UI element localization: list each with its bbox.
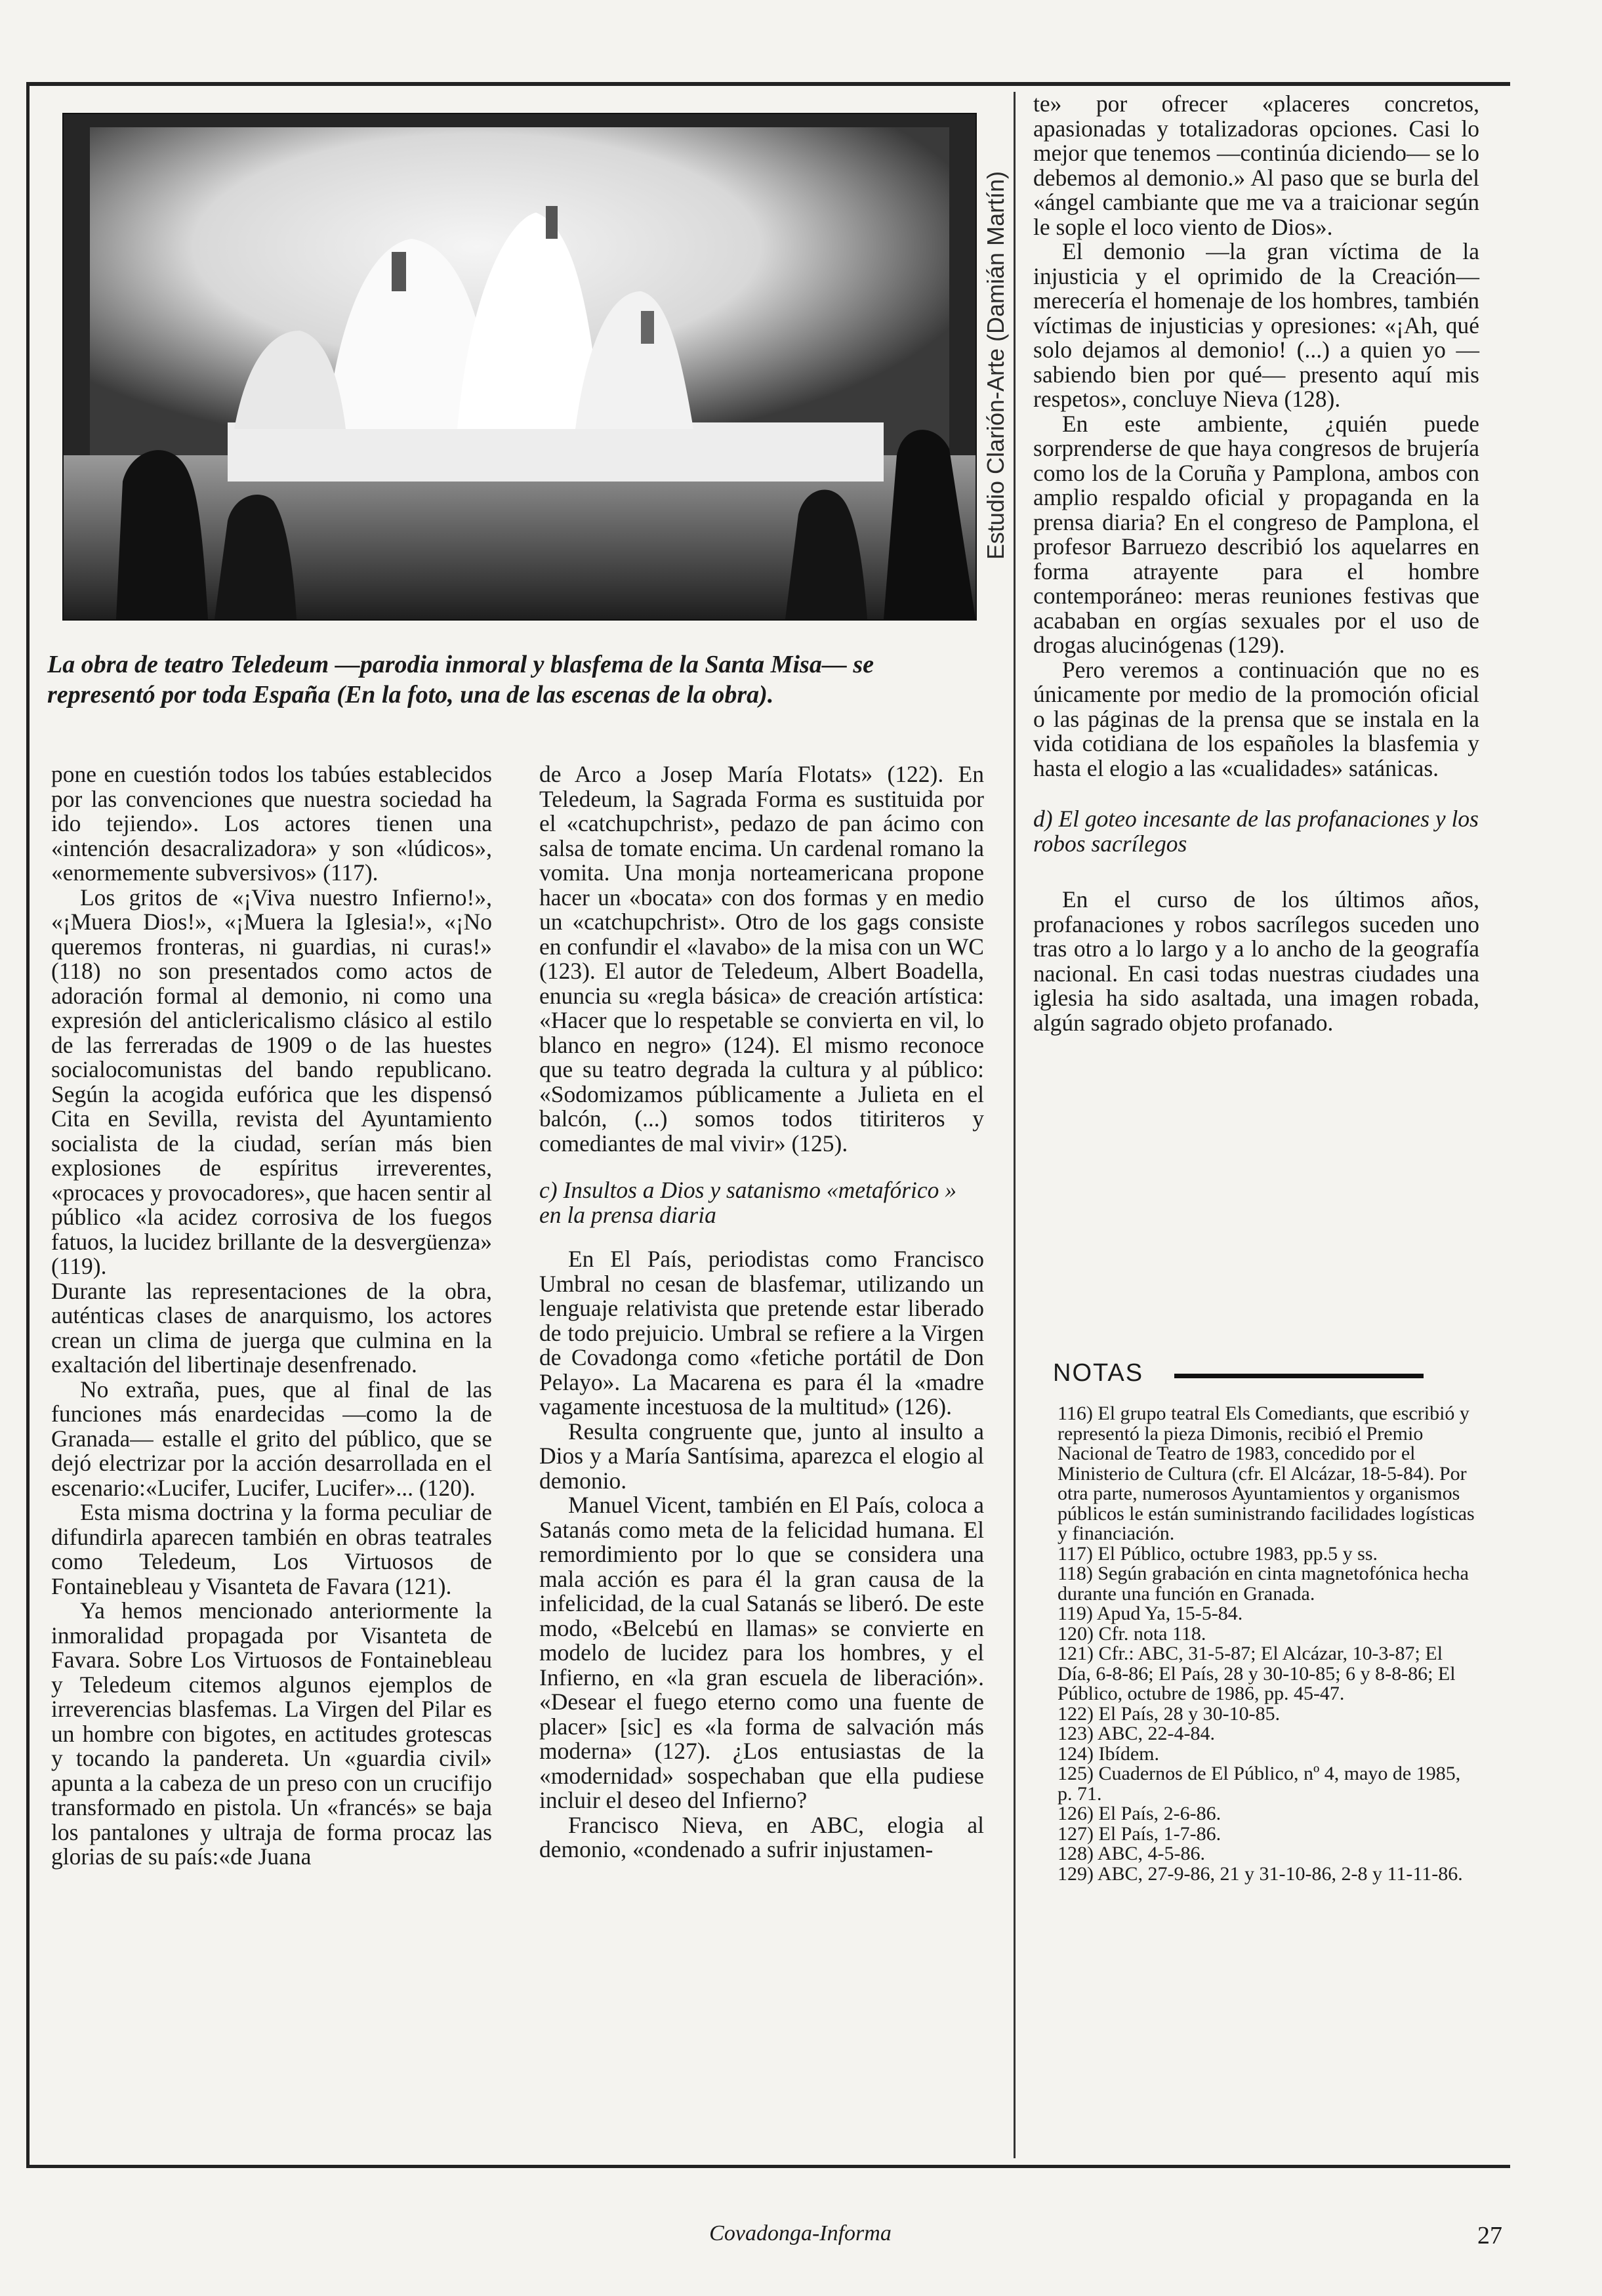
photo-credit-text: Estudio Clarión-Arte (Damián Martín) bbox=[982, 171, 1009, 560]
note-item: 125) Cuadernos de El Público, nº 4, mayo de 1985, p. 71. bbox=[1058, 1763, 1461, 1805]
column-1 bbox=[51, 762, 492, 1870]
note-item: 116) El grupo teatral Els Comediants, que escribió y representó la pieza Dimonis, recibió el Premio Nacional de Teatro de 1983, concedido por el Ministerio de Cultura (cfr. El Alcázar, 18-5-84). Por otra parte, numerosos Ayuntamientos y organismos públicos le están suministrando facilidades logísticas y financiación. bbox=[1058, 1403, 1475, 1544]
paragraph: En este ambiente, ¿quién puede sorprenderse de que haya congresos de brujería como los de la Coruña y Pamplona, ambos con amplio respaldo oficial y propaganda en la prensa diaria? En el congreso de Pamplona, el profesor Barruezo describió los aquelarres en forma atrayente para el hombre contemporáneo: meras reuniones festivas que acababan en orgías sexuales por el uso de drogas alucinógenas (129). bbox=[1033, 410, 1479, 658]
note-item: 127) El País, 1-7-86. bbox=[1058, 1822, 1222, 1845]
column-divider bbox=[1014, 92, 1016, 2158]
note-item: 117) El Público, octubre 1983, pp.5 y ss. bbox=[1058, 1542, 1378, 1565]
left-rule bbox=[26, 82, 30, 2168]
note-item: 124) Ibídem. bbox=[1058, 1742, 1159, 1765]
section-heading-d: d) El goteo incesante de las profanaciones y los robos sacrílegos bbox=[1033, 806, 1479, 857]
photo-caption: La obra de teatro Teledeum —parodia inmoral y blasfema de la Santa Misa— se representó por toda España (En la foto, una de las escenas de la obra). bbox=[47, 651, 874, 708]
notes-title-bar bbox=[1174, 1374, 1424, 1378]
paragraph: Resulta congruente que, junto al insulto a Dios y a María Santísima, aparezca el elogio al demonio. bbox=[539, 1418, 984, 1494]
note-item: 118) Según grabación en cinta magnetofónica hecha durante una función en Granada. bbox=[1058, 1563, 1469, 1605]
note-item: 119) Apud Ya, 15-5-84. bbox=[1058, 1603, 1243, 1624]
note-item: 121) Cfr.: ABC, 31-5-87; El Alcázar, 10-3-87; El Día, 6-8-86; El País, 28 y 30-10-85; 6 y 8-8-86; El Público, octubre de 1986, pp. 45-47. bbox=[1058, 1643, 1456, 1704]
paragraph: Durante las representaciones de la obra, auténticas clases de anarquismo, los actores crean un clima de juerga que culmina en la exaltación del libertinaje desenfrenado. bbox=[51, 1277, 492, 1378]
paragraph: En el curso de los últimos años, profanaciones y robos sacrílegos suceden uno tras otro a lo largo y a lo ancho de la geografía nacional. En casi todas nuestras ciudades una iglesia ha sido asaltada, una imagen robada, algún sagrado objeto profanado. bbox=[1033, 886, 1479, 1036]
stage-photo bbox=[62, 113, 977, 621]
paragraph: Los gritos de «¡Viva nuestro Infierno!», «¡Muera Dios!», «¡Muera la Iglesia!», «¡No queremos fronteras, ni guardias, ni curas!» (118) no son presentados como actos de adoración formal al demonio, ni como una expresión del anticlericalismo clásico al estilo de las ferreradas de 1909 o de las huestes socialocomunistas del bando republicano. Según la acogida eufórica que les dispensó Cita en Sevilla, revista del Ayuntamiento socialista de la ciudad, serían más bien explosiones de espíritus irreverentes, «procaces y provocadores», que hacen sentir al público «la acidez corrosiva de los fuegos fatuos, la lucidez brillante de la desvergüenza» (119). bbox=[51, 884, 492, 1279]
paragraph: Francisco Nieva, en ABC, elogia al demonio, «condenado a sufrir injustamen- bbox=[539, 1811, 984, 1862]
note-item: 128) ABC, 4-5-86. bbox=[1058, 1843, 1205, 1864]
paragraph: No extraña, pues, que al final de las funciones más enardecidas —como la de Granada— estalle el grito del público, que se dejó electrizar por la acción desarrollada en el escenario:«Lucifer, Lucifer, Lucifer»... (120). bbox=[51, 1376, 492, 1501]
paragraph: Manuel Vicent, también en El País, coloca a Satanás como meta de la felicidad humana. El remordimiento por lo que se considera una mala acción es para él la gran causa de la infelicidad, de la cual Satanás se liberó. De este modo, «Belcebú en llamas» se convierte en modelo de lucidez para los hombres, y el Infierno, en «la gran escuela de liberación». «Desear el fuego eterno como una fuente de placer» [sic] es «la forma de salvación más moderna» (127). ¿Los entusiastas de la «modernidad» sospechaban que ella pudiese incluir el deseo del Infierno? bbox=[539, 1492, 984, 1813]
paragraph: de Arco a Josep María Flotats» (122). En Teledeum, la Sagrada Forma es sustituida por el «catchupchrist», pedazo de pan ácimo con salsa de tomate encima. Un cardenal romano la vomita. Una monja norteamericana propone hacer un «bocata» con dos formas y en medio un «catchupchrist». Otro de los gags consiste en confundir el «lavabo» de la misa con un WC (123). El autor de Teledeum, Albert Boadella, enuncia su «regla básica» de creación artística: «Hacer que lo respetable se convierta en vil, lo blanco en negro» (124). El mismo reconoce que su teatro degrada la cultura y al público: «Sodomizamos públicamente a Julieta en el balcón, (...) somos todos titiriteros y comediantes de mal vivir» (125). bbox=[539, 761, 984, 1157]
column-2 bbox=[539, 762, 984, 1862]
notes-header bbox=[1053, 1359, 1486, 1392]
paragraph: El demonio —la gran víctima de la injusticia y el oprimido de la Creación— merecería el homenaje de los hombres, también víctimas de injusticias y opresiones: «¡Ah, qué solo dejamos al demonio! (...) a quien yo —sabiendo bien por qué— presento aquí mis respetos», concluye Nieva (128). bbox=[1033, 238, 1479, 412]
bottom-rule bbox=[26, 2165, 1510, 2168]
publication-name: Covadonga-Informa bbox=[709, 2221, 892, 2245]
section-heading-c: c) Insultos a Dios y satanismo «metafórico » en la prensa diaria bbox=[539, 1177, 957, 1228]
notes-title: NOTAS bbox=[1053, 1359, 1144, 1387]
top-rule bbox=[26, 82, 1510, 86]
page-number: 27 bbox=[1477, 2222, 1502, 2249]
paragraph: te» por ofrecer «placeres concretos, apasionadas y totalizadoras opciones. Casi lo mejor que tenemos —continúa diciendo— se lo debemos al demonio.» Al paso que se burla del «ángel cambiante que me va a traicionar según le sople el loco viento de Dios». bbox=[1033, 91, 1479, 240]
notes-list bbox=[1058, 1404, 1477, 1884]
note-item: 126) El País, 2-6-86. bbox=[1058, 1803, 1222, 1824]
paragraph: pone en cuestión todos los tabúes establecidos por las convenciones que nuestra sociedad ha ido tejiendo». Los actores tienen una «intención desacralizadora» y son «lúdicos», «enormemente subversivos» (117). bbox=[51, 761, 492, 886]
note-item: 122) El País, 28 y 30-10-85. bbox=[1058, 1702, 1281, 1725]
paragraph: Pero veremos a continuación que no es únicamente por medio de la promoción oficial o las páginas de la prensa que se instala en la vida cotidiana de los españoles la blasfemia y hasta el elogio a las «cualidades» satánicas. bbox=[1033, 656, 1479, 781]
theatre-stage-photo-icon bbox=[64, 114, 976, 619]
paragraph: Ya hemos mencionado anteriormente la inmoralidad propagada por Visanteta de Favara. Sobre Los Virtuosos de Fontainebleau y Teledeum citemos algunos ejemplos de irreverencias blasfemas. La Virgen del Pilar es un hombre con bigotes, en actitudes grotescas y tocando la pandereta. Un «guardia civil» apunta a la cabeza de un preso con un crucifijo transformado en pistola. Un «francés» se baja los pantalones y ultraja de forma procaz las glorias de su país:«de Juana bbox=[51, 1597, 492, 1870]
paragraph: En El País, periodistas como Francisco Umbral no cesan de blasfemar, utilizando un lenguaje relativista que pretende estar liberado de todo prejuicio. Umbral se refiere a la Virgen de Covadonga como «fetiche portátil de Don Pelayo». La Macarena es para él la «madre vagamente incestuosa de la multitud» (126). bbox=[539, 1246, 984, 1420]
note-item: 120) Cfr. nota 118. bbox=[1058, 1622, 1206, 1645]
note-item: 129) ABC, 27-9-86, 21 y 31-10-86, 2-8 y 11-11-86. bbox=[1058, 1862, 1463, 1885]
column-3 bbox=[1033, 92, 1479, 1035]
note-item: 123) ABC, 22-4-84. bbox=[1058, 1723, 1215, 1744]
paragraph: Esta misma doctrina y la forma peculiar de difundirla aparecen también en obras teatrales como Teledeum, Los Virtuosos de Fontainebleau y Visanteta de Favara (121). bbox=[51, 1499, 492, 1599]
photo-credit bbox=[981, 113, 1011, 618]
